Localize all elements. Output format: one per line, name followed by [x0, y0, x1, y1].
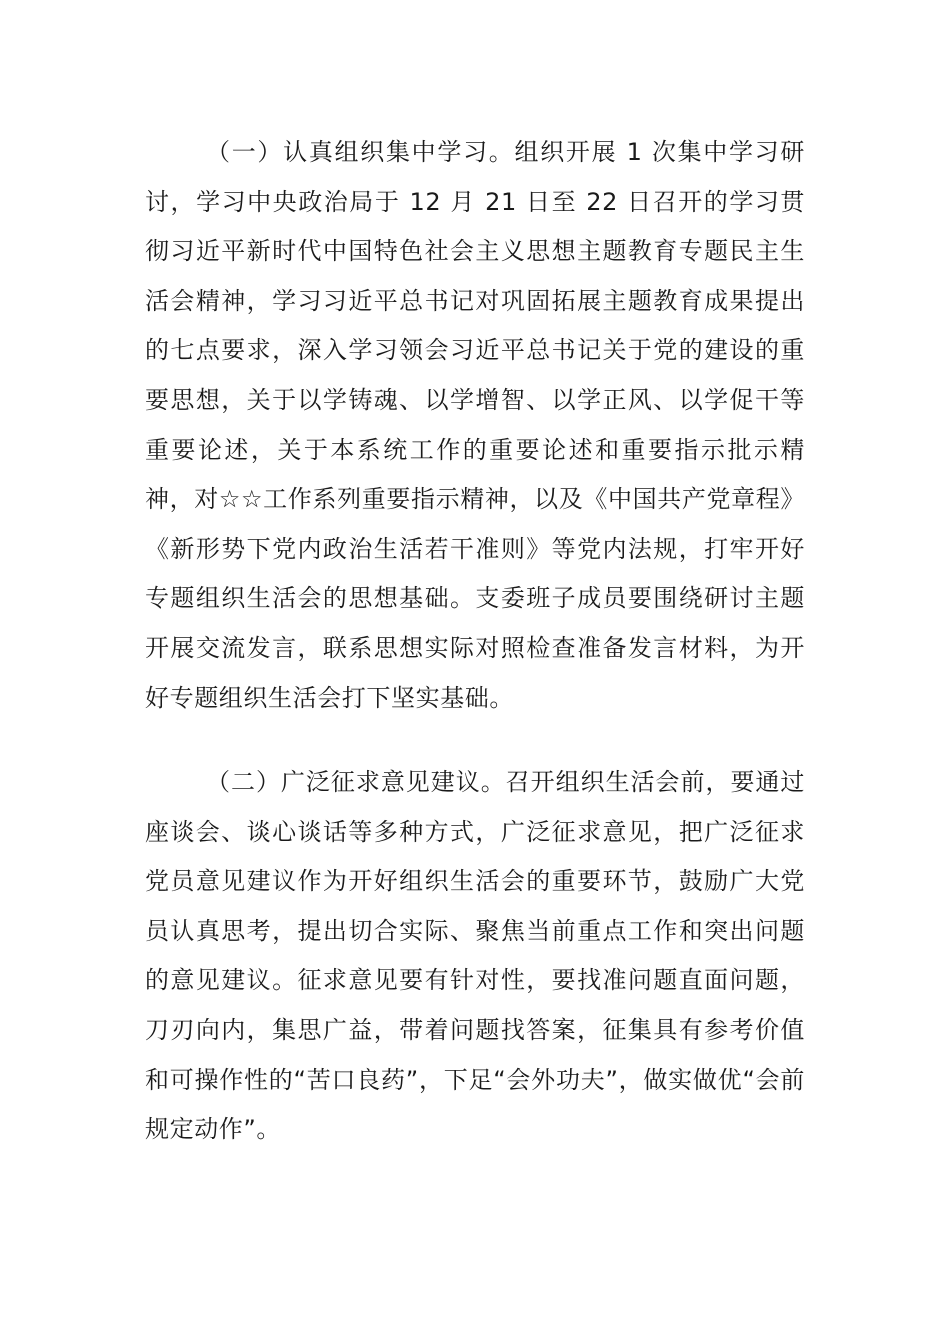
paragraph-study: （一）认真组织集中学习。组织开展 1 次集中学习研讨，学习中央政治局于 12 月 21 日至 22 日召开的学习贯彻习近平新时代中国特色社会主义思想主题教育专题民主生活会精神，学习习近平总书记对巩固拓展主题教育成果提出的七点要求，深入学习领会习近平总书记关于党的建设的重要思想，关于以学铸魂、以学增智、以学正风、以学促干等重要论述，关于本系统工作的重要论述和重要指示批示精神，对☆☆工作系列重要指示精神，以及《中国共产党章程》《新形势下党内政治生活若干准则》等党内法规，打牢开好专题组织生活会的思想基础。支委班子成员要围绕研讨主题开展交流发言，联系思想实际对照检查准备发言材料，为开好专题组织生活会打下坚实基础。 [145, 138, 805, 712]
paragraph-opinions: （二）广泛征求意见建议。召开组织生活会前，要通过座谈会、谈心谈话等多种方式，广泛征求意见，把广泛征求党员意见建议作为开好组织生活会的重要环节，鼓励广大党员认真思考，提出切合实际、聚焦当前重点工作和突出问题的意见建议。征求意见要有针对性，要找准问题直面问题，刀刃向内，集思广益，带着问题找答案，征集具有参考价值和可操作性的“苦口良药”，下足“会外功夫”，做实做优“会前规定动作”。 [145, 768, 805, 1144]
